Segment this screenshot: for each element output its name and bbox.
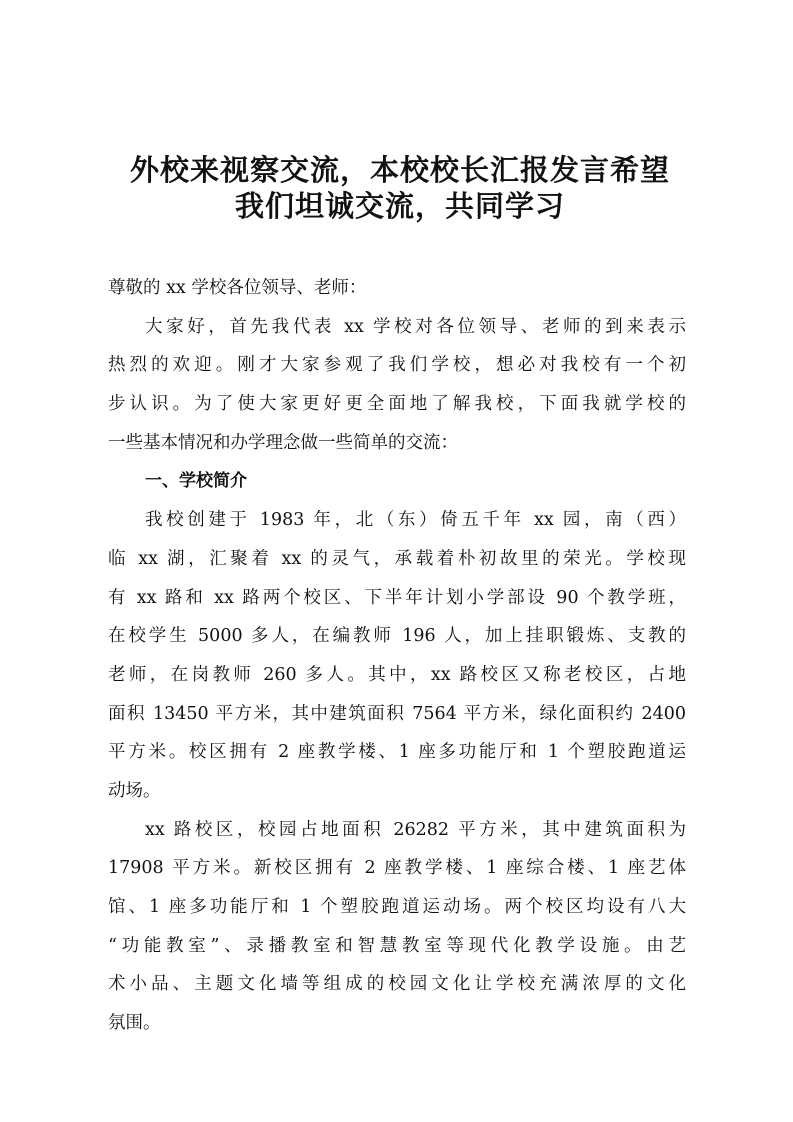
title-line-1: 外校来视察交流，本校校长汇报发言希望 xyxy=(129,153,670,187)
text-line: “功能教室”、录播教室和智慧教室等现代化教学设施。由艺 xyxy=(108,935,686,956)
text-line: 氛围。 xyxy=(108,1013,161,1034)
text-line: 一些基本情况和办学理念做一些简单的交流： xyxy=(108,432,458,453)
text-line: 临 xx 湖，汇聚着 xx 的灵气，承载着朴初故里的荣光。学校现 xyxy=(108,548,686,569)
text-line: 17908 平方米。新校区拥有 2 座教学楼、1 座综合楼、1 座艺体 xyxy=(108,858,686,879)
text-line: 面积 13450 平方米，其中建筑面积 7564 平方米，绿化面积约 2400 xyxy=(108,703,686,724)
document-body xyxy=(108,269,686,1043)
text-line: 在校学生 5000 多人，在编教师 196 人，加上挂职锻炼、支教的 xyxy=(108,626,686,647)
text-line: 有 xx 路和 xx 路两个校区、下半年计划小学部设 90 个教学班， xyxy=(108,587,686,608)
text-line: 热烈的欢迎。刚才大家参观了我们学校，想必对我校有一个初 xyxy=(108,355,686,376)
salutation: 尊敬的 xx 学校各位领导、老师： xyxy=(108,278,367,298)
paragraph-new-campus xyxy=(108,811,686,1043)
text-line: 我校创建于 1983 年，北（东）倚五千年 xx 园，南（西） xyxy=(145,510,686,531)
paragraph-campus-overview xyxy=(108,501,686,811)
title-line-2: 我们坦诚交流，共同学习 xyxy=(234,189,565,223)
text-line: 馆、1 座多功能厅和 1 个塑胶跑道运动场。两个校区均设有八大 xyxy=(108,897,686,917)
text-line: xx 路校区，校园占地面积 26282 平方米，其中建筑面积为 xyxy=(145,819,686,840)
text-line: 动场。 xyxy=(108,780,161,801)
text-line: 老师，在岗教师 260 多人。其中，xx 路校区又称老校区，占地 xyxy=(108,664,686,685)
text-line: 平方米。校区拥有 2 座教学楼、1 座多功能厅和 1 个塑胶跑道运 xyxy=(108,742,686,763)
intro-paragraph xyxy=(108,308,686,463)
text-line: 术小品、主题文化墙等组成的校园文化让学校充满浓厚的文化 xyxy=(108,974,686,995)
text-line: 大家好，首先我代表 xx 学校对各位领导、老师的到来表示 xyxy=(145,316,686,337)
text-line: 步认识。为了使大家更好更全面地了解我校，下面我就学校的 xyxy=(108,394,686,415)
section-heading: 一、学校简介 xyxy=(145,471,247,492)
document-title xyxy=(100,152,700,224)
